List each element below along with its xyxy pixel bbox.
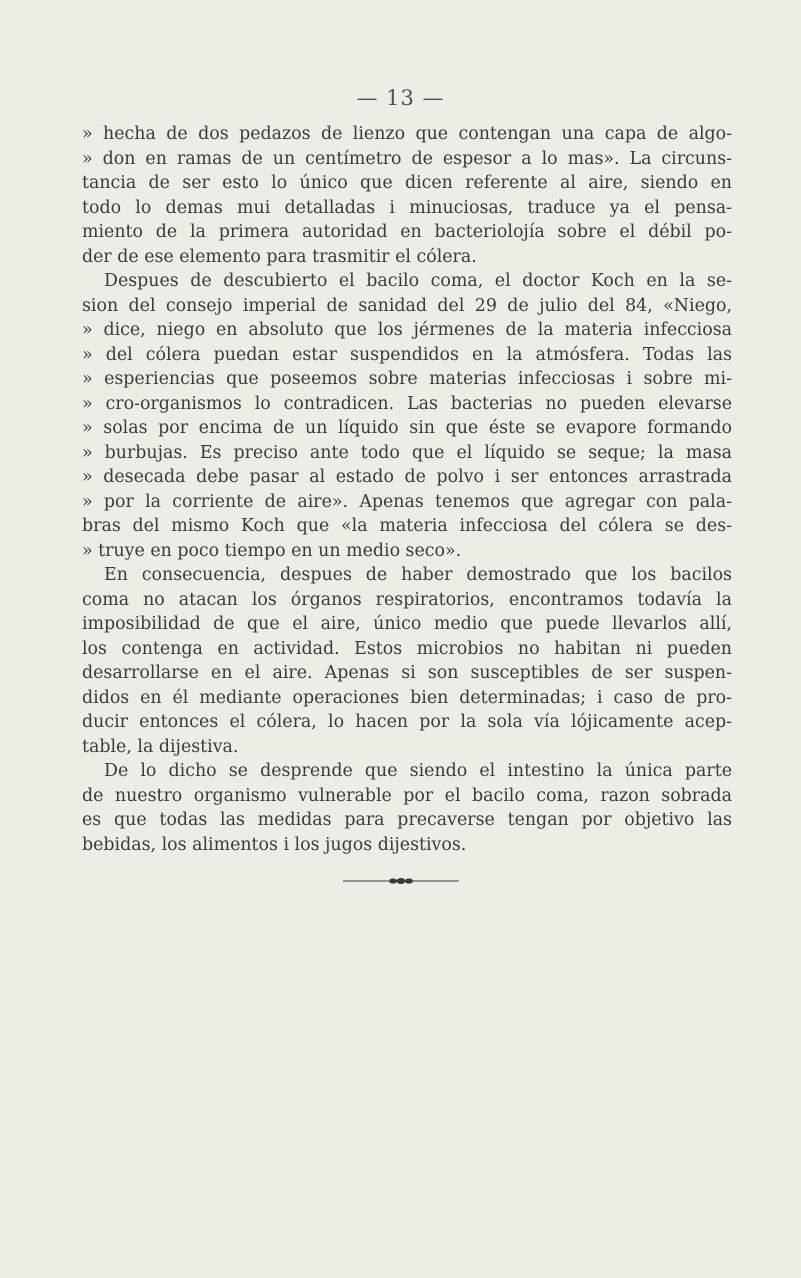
text-line: » solas por encima de un líquido sin que éste se evapore formando: [82, 418, 732, 438]
text-line: » truye en poco tiempo en un medio seco».: [82, 540, 462, 561]
text-line: tancia de ser esto lo único que dicen referente al aire, siendo en: [82, 173, 732, 193]
text-line: ducir entonces el cólera, lo hacen por la sola vía lójicamente acep-: [82, 712, 732, 732]
text-line: » dice, niego en absoluto que los jérmenes de la materia infecciosa: [82, 320, 732, 340]
text-line: » hecha de dos pedazos de lienzo que contengan una capa de algo-: [82, 124, 732, 144]
text-line: table, la dijestiva.: [82, 736, 239, 757]
body-text: [82, 122, 732, 857]
text-line: En consecuencia, despues de haber demostrado que los bacilos: [104, 565, 732, 585]
divider-ornament-icon: [343, 876, 459, 886]
text-line: didos en él mediante operaciones bien determinadas; i caso de pro-: [82, 687, 732, 708]
text-line: bebidas, los alimentos i los jugos dijestivos.: [82, 834, 467, 855]
text-line: » burbujas. Es preciso ante todo que el líquido se seque; la masa: [82, 442, 732, 463]
text-line: desarrollarse en el aire. Apenas si son susceptibles de ser suspen-: [82, 663, 732, 683]
text-line: todo lo demas mui detalladas i minuciosas, traduce ya el pensa-: [82, 197, 732, 218]
text-line: » del cólera puedan estar suspendidos en la atmósfera. Todas las: [82, 344, 732, 365]
text-line: » por la corriente de aire». Apenas tenemos que agregar con pala-: [82, 491, 732, 512]
text-line: » esperiencias que poseemos sobre materias infecciosas i sobre mi-: [82, 369, 732, 389]
text-line: sion del consejo imperial de sanidad del 29 de julio del 84, «Niego,: [82, 295, 732, 316]
text-line: bras del mismo Koch que «la materia infecciosa del cólera se des-: [82, 516, 732, 536]
text-line: de nuestro organismo vulnerable por el bacilo coma, razon sobrada: [82, 785, 732, 806]
page-number: — 13 —: [356, 86, 445, 110]
text-line: es que todas las medidas para precaverse tengan por objetivo las: [82, 810, 732, 830]
text-line: » desecada debe pasar al estado de polvo i ser entonces arrastrada: [82, 467, 732, 487]
text-line: Despues de descubierto el bacilo coma, el doctor Koch en la se-: [104, 271, 732, 291]
text-line: imposibilidad de que el aire, único medio que puede llevarlos allí,: [82, 614, 732, 634]
text-line: » don en ramas de un centímetro de espesor a lo mas». La circuns-: [82, 148, 732, 169]
text-line: los contenga en actividad. Estos microbios no habitan ni pueden: [82, 638, 732, 659]
text-line: De lo dicho se desprende que siendo el intestino la única parte: [104, 761, 732, 781]
text-line: coma no atacan los órganos respiratorios, encontramos todavía la: [82, 589, 732, 610]
text-line: miento de la primera autoridad en bacteriolojía sobre el débil po-: [82, 222, 732, 242]
text-line: der de ese elemento para trasmitir el cólera.: [82, 246, 477, 267]
text-line: » cro-organismos lo contradicen. Las bacterias no pueden elevarse: [82, 393, 732, 414]
